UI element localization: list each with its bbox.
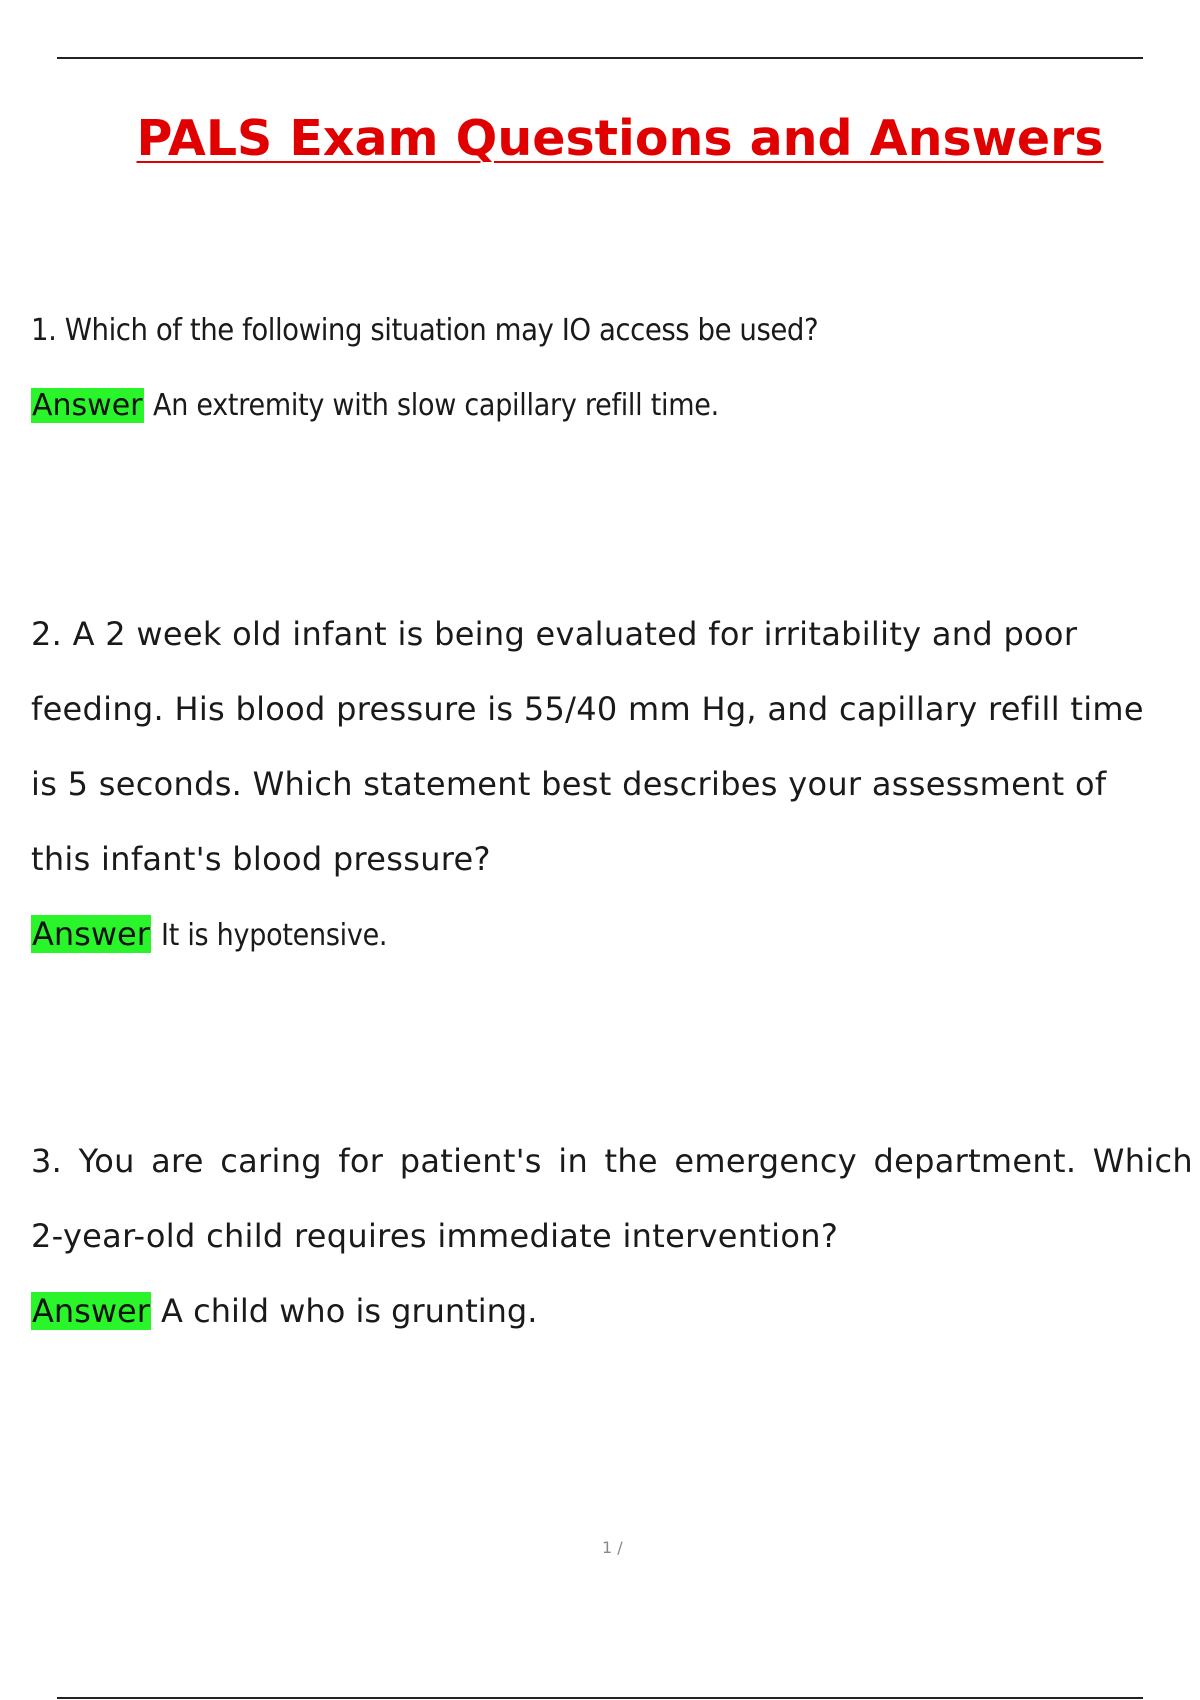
question-1: 1. Which of the following situation may IO access be used? — [31, 313, 819, 348]
question-2-line: is 5 seconds. Which statement best describes your assessment of — [31, 765, 1107, 803]
question-2-line: 2. A 2 week old infant is being evaluated for irritability and poor — [31, 615, 1078, 653]
question-3-line: 2-year-old child requires immediate intervention? — [31, 1217, 839, 1255]
answer-2 — [31, 915, 1188, 953]
bottom-rule — [57, 1697, 1143, 1699]
answer-text: An extremity with slow capillary refill time. — [153, 388, 719, 423]
question-2-line: feeding. His blood pressure is 55/40 mm Hg, and capillary refill time — [31, 690, 1144, 728]
question-3-line — [31, 1124, 1193, 1199]
answer-label: Answer — [32, 388, 143, 423]
answer-label: Answer — [32, 1292, 150, 1330]
question-2-line: this infant's blood pressure? — [31, 840, 491, 878]
answer-text: It is hypotensive. — [161, 918, 388, 953]
question-3 — [31, 1124, 1193, 1274]
answer-3 — [31, 1292, 1188, 1330]
answer-1 — [31, 388, 1188, 423]
answer-text: A child who is grunting. — [161, 1292, 538, 1330]
question-3-line-text: 3. You are caring for patient's in the emergency department. Which — [31, 1142, 1193, 1180]
top-rule — [57, 57, 1143, 59]
page-number: 1 / — [602, 1538, 623, 1557]
question-2 — [31, 597, 1188, 897]
document-title: PALS Exam Questions and Answers — [136, 110, 1104, 167]
answer-label: Answer — [32, 915, 150, 953]
